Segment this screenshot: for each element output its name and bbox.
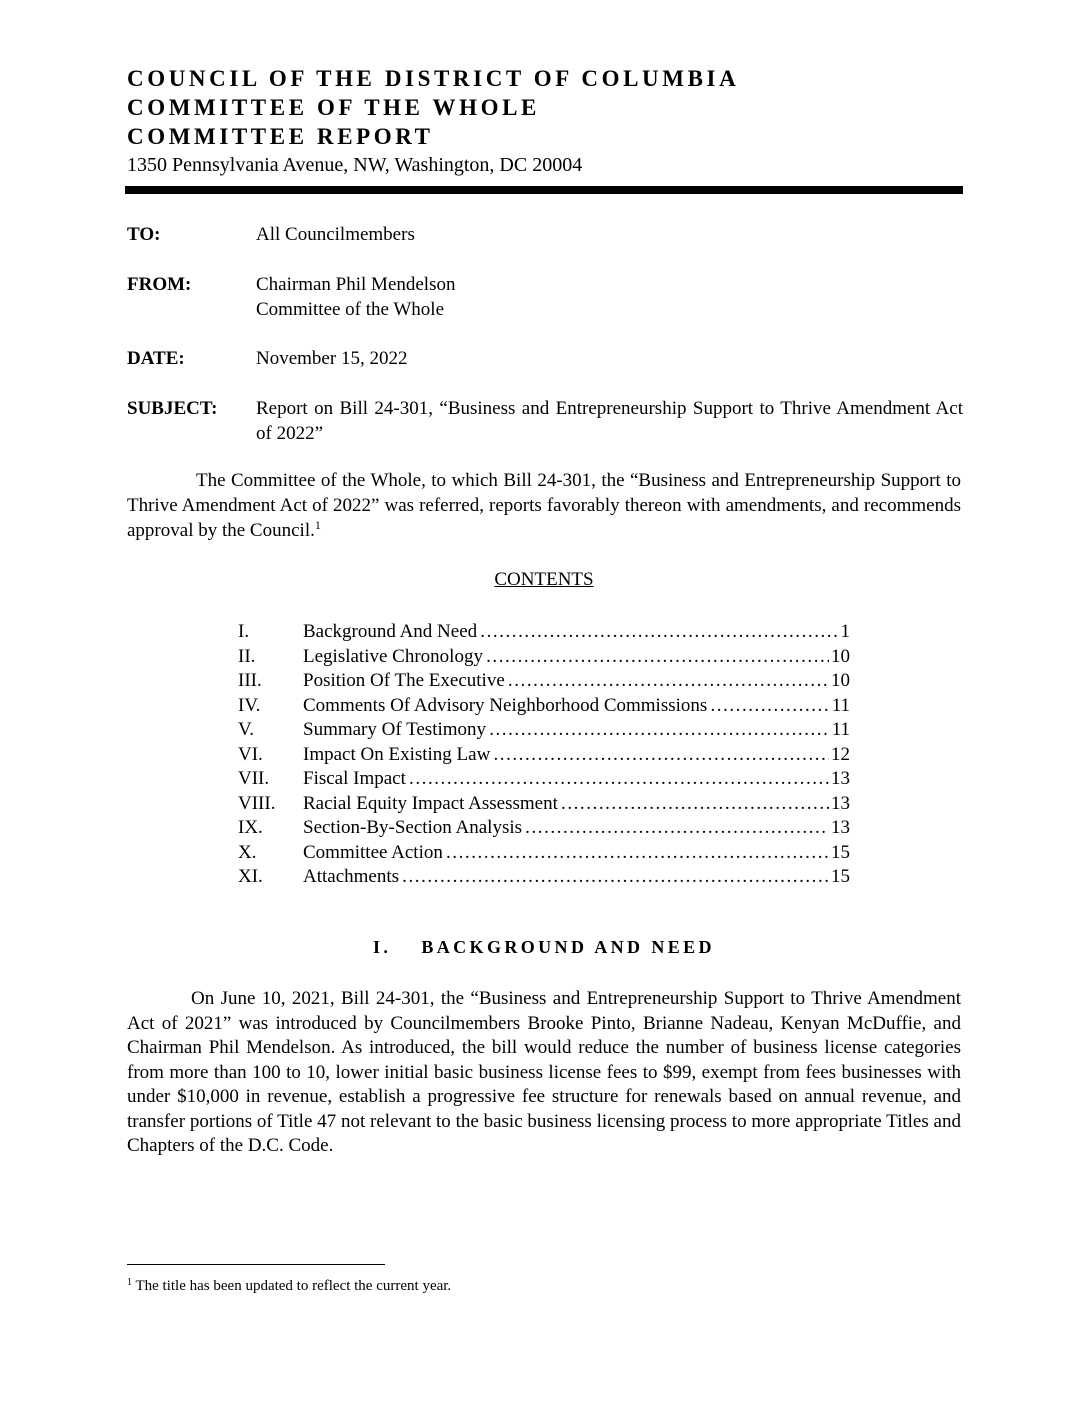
contents-heading: CONTENTS [494, 569, 594, 590]
memo-date-value: November 15, 2022 [256, 348, 408, 369]
toc-row [238, 718, 850, 743]
memo-to-label: TO: [127, 224, 161, 245]
toc-title: Background And Need . . . [303, 620, 850, 645]
section-number: I. [373, 937, 392, 957]
toc-title: Section-By-Section Analysis . . . [303, 816, 850, 841]
toc-row [238, 767, 850, 792]
toc-number: IV. [238, 694, 261, 716]
toc-page-number: 13 [829, 816, 850, 841]
toc-number: XI. [238, 866, 263, 887]
toc-number: I. [238, 621, 250, 642]
toc-page-number: 15 [829, 865, 850, 890]
memo-from-name: Chairman Phil Mendelson [256, 274, 456, 295]
toc-number: II. [238, 645, 256, 667]
footnote-number: 1 [127, 1277, 132, 1288]
memo-subject-value: Report on Bill 24-301, “Business and Entrepreneurship Support to Thrive Amendment Act of 2022” [256, 398, 963, 444]
masthead [127, 64, 739, 178]
masthead-rule [125, 186, 963, 194]
toc-title: Racial Equity Impact Assessment . . . [303, 792, 850, 817]
toc-title: Position Of The Executive . . . [303, 669, 850, 694]
background-paragraph: On June 10, 2021, Bill 24-301, the “Business and Entrepreneurship Support to Thrive Amendment Act of 2021” was introduced by Councilmembers Brooke Pinto, Brianne Nadeau, Kenyan McDuffie, and Chairman Phil Mendelson. As introduced, the bill would reduce the number of business license categories from more than 100 to 10, lower initial basic business license fees to $99, exempt from fees businesses with under $10,000 in revenue, establish a progressive fee structure for renewals based on annual revenue, and transfer portions of Title 47 not relevant to the basic business licensing process to more appropriate Titles and Chapters of the D.C. Code. [127, 988, 961, 1156]
toc-title: Committee Action . . . [303, 841, 850, 866]
toc-row [238, 865, 850, 890]
memo-from-committee: Committee of the Whole [256, 299, 445, 320]
toc-page-number: 13 [829, 792, 850, 817]
memo-from-label: FROM: [127, 274, 192, 295]
toc-page-number: 11 [830, 718, 850, 743]
toc-number: IX. [238, 817, 263, 838]
committee-name: COMMITTEE OF THE WHOLE [127, 95, 540, 120]
toc-page-number: 10 [829, 645, 850, 670]
report-type: COMMITTEE REPORT [127, 124, 434, 149]
memo-from-value [256, 272, 963, 322]
footnote-rule [127, 1264, 385, 1265]
toc-title: Attachments . . . [303, 865, 850, 890]
toc-number: VII. [238, 768, 270, 789]
toc-row [238, 645, 850, 670]
toc-title: Legislative Chronology . . . [303, 645, 850, 670]
footnote-reference: 1 [314, 518, 321, 532]
toc-row [238, 620, 850, 645]
toc-page-number: 11 [830, 694, 850, 719]
toc-row [238, 841, 850, 866]
toc-page-number: 12 [829, 743, 850, 768]
toc-row [238, 743, 850, 768]
memo-subject-label: SUBJECT: [127, 398, 218, 419]
toc-row [238, 816, 850, 841]
toc-row [238, 669, 850, 694]
toc-title: Summary Of Testimony . . . [303, 718, 850, 743]
memo-date-label: DATE: [127, 348, 185, 369]
memo-to-value: All Councilmembers [256, 224, 415, 245]
intro-paragraph [127, 468, 961, 543]
toc-title: Fiscal Impact . . . [303, 767, 850, 792]
toc-number: V. [238, 719, 255, 740]
section-heading [0, 937, 1088, 958]
toc-row [238, 694, 850, 719]
toc-number: VIII. [238, 792, 276, 814]
footnote [127, 1277, 451, 1296]
toc-row [238, 792, 850, 817]
address: 1350 Pennsylvania Avenue, NW, Washington, DC 20004 [127, 154, 583, 176]
intro-text: The Committee of the Whole, to which Bill 24-301, the “Business and Entrepreneurship Support to Thrive Amendment Act of 2022” was referred, reports favorably thereon with amendments, and recommends approval by the Council. [127, 470, 961, 541]
toc-page-number: 15 [829, 841, 850, 866]
toc-number: X. [238, 841, 257, 863]
footnote-text: The title has been updated to reflect the current year. [135, 1278, 452, 1294]
toc-title: Comments Of Advisory Neighborhood Commissions . . . [303, 694, 850, 719]
section-title: BACKGROUND AND NEED [421, 937, 715, 957]
toc-page-number: 1 [839, 620, 851, 645]
toc-page-number: 10 [829, 669, 850, 694]
council-name: COUNCIL OF THE DISTRICT OF COLUMBIA [127, 66, 740, 91]
toc-page-number: 13 [829, 767, 850, 792]
table-of-contents [238, 620, 850, 890]
toc-number: VI. [238, 743, 263, 765]
toc-title: Impact On Existing Law . . . [303, 743, 850, 768]
toc-number: III. [238, 670, 262, 691]
